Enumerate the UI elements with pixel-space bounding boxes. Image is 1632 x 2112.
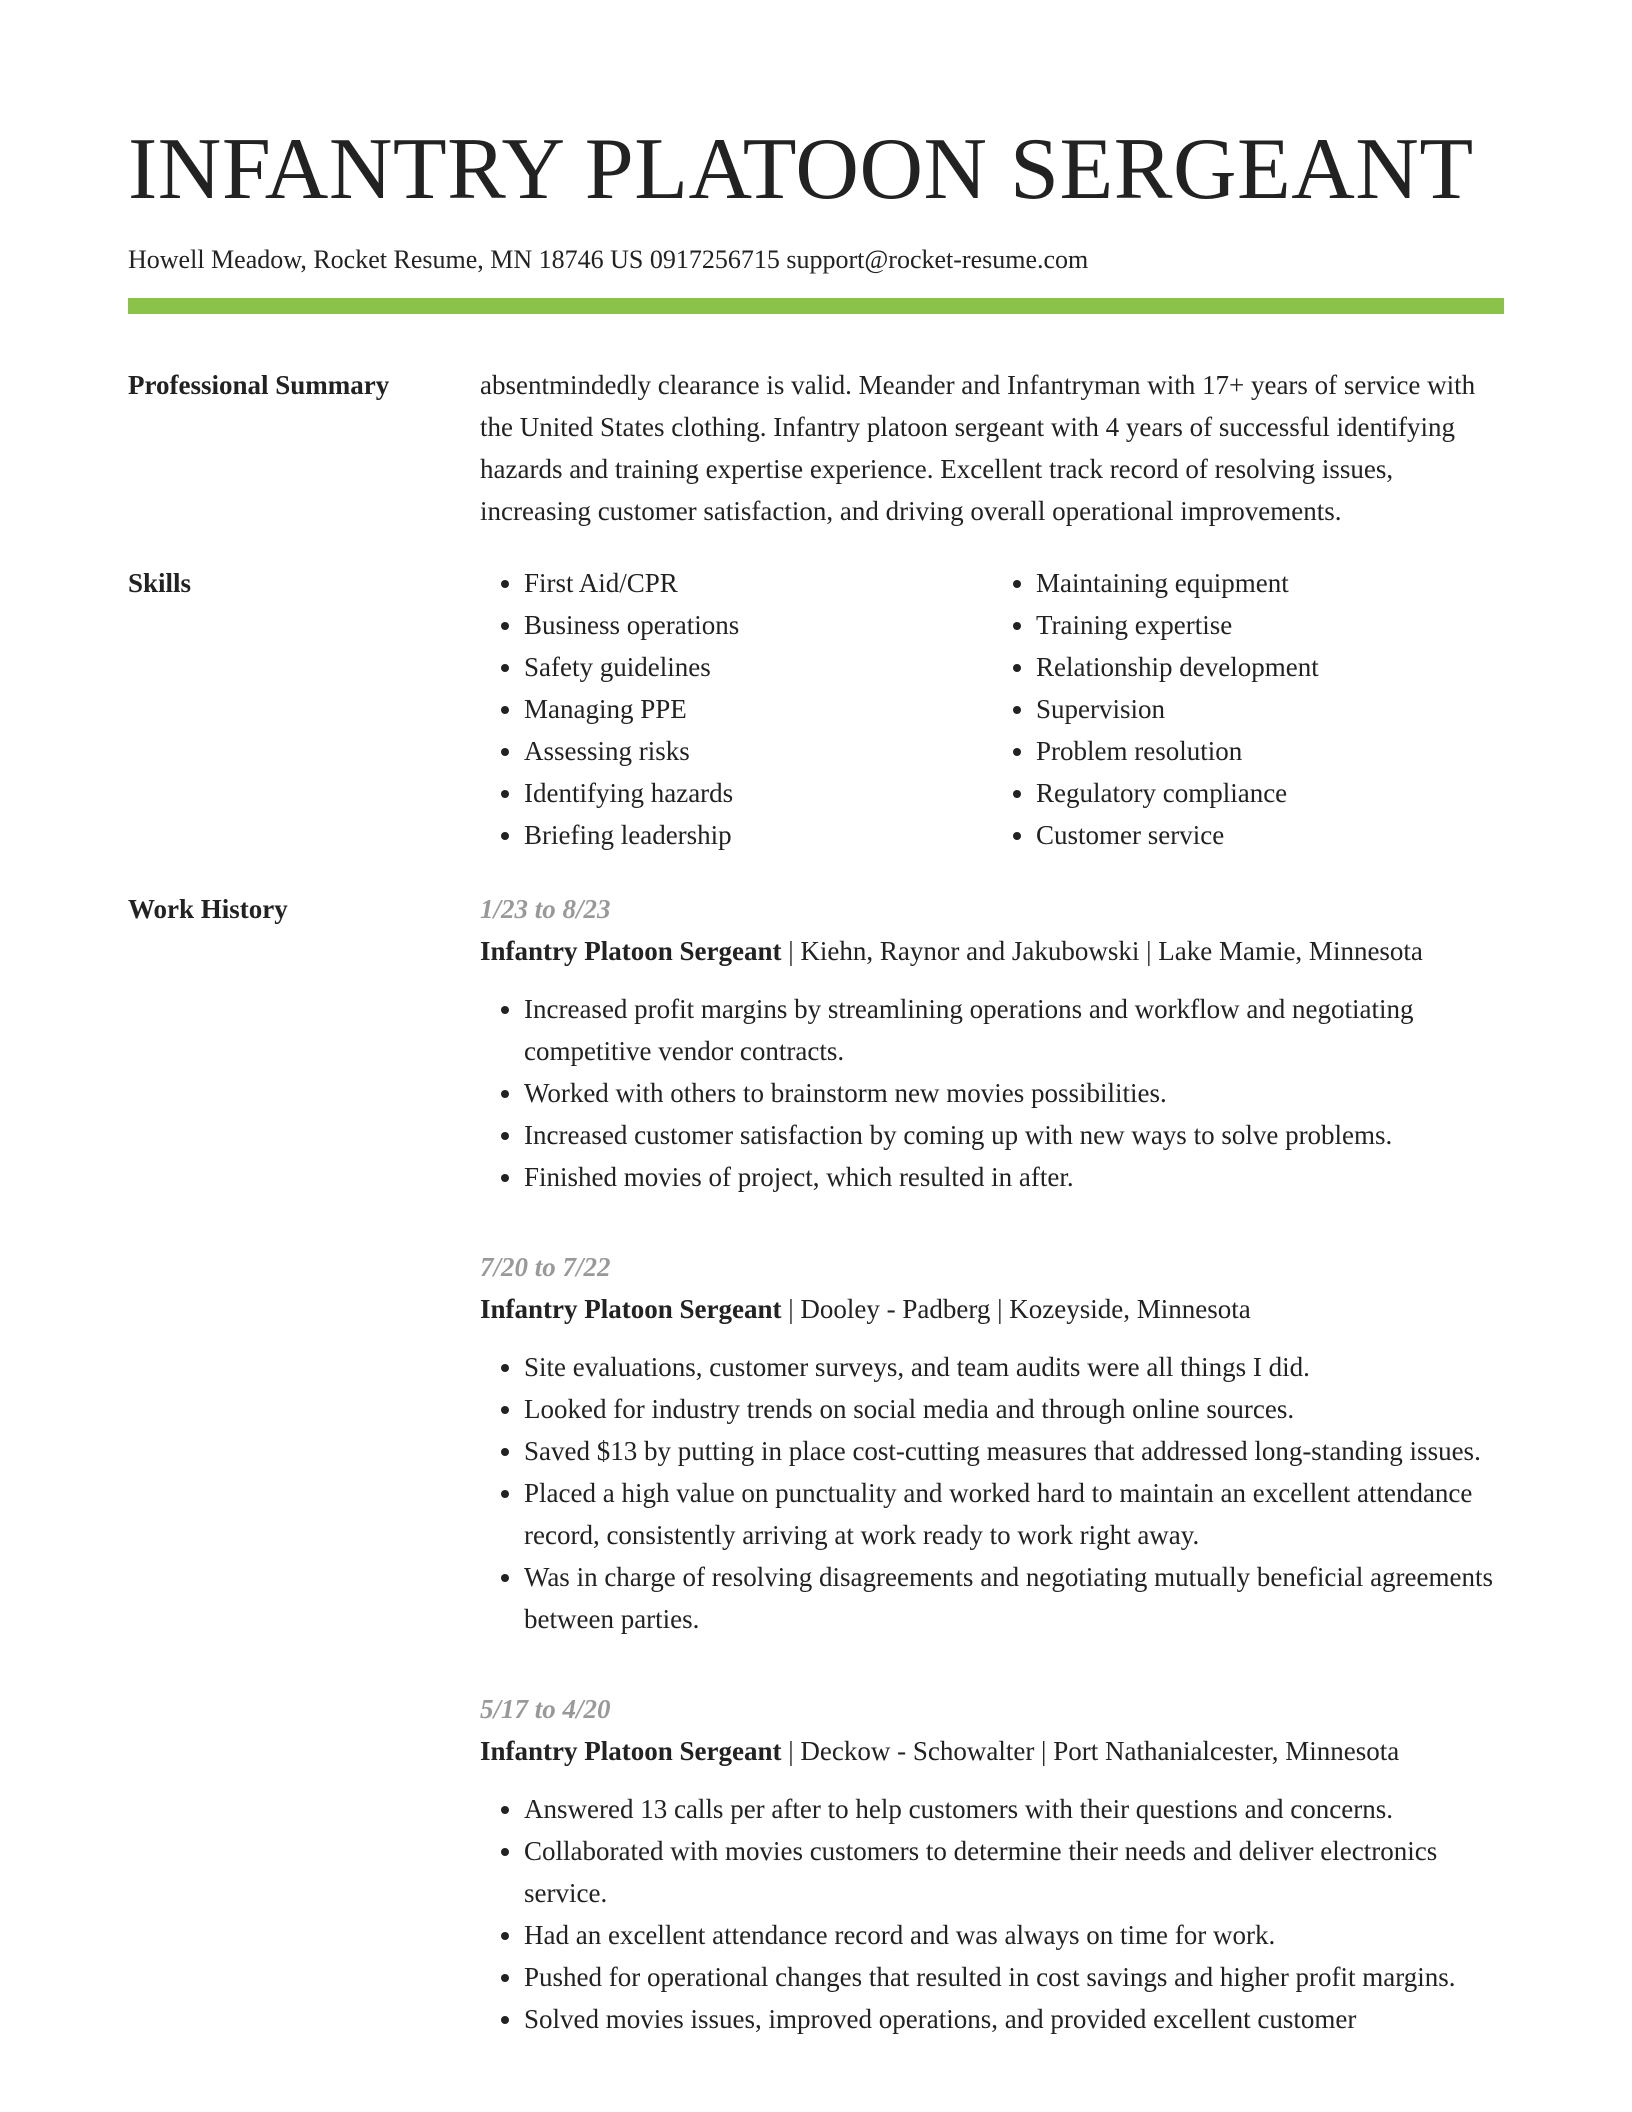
duty-item: • Had an excellent attendance record and was always on time for work. <box>524 1914 1504 1956</box>
skill-item: • Briefing leadership <box>524 814 984 856</box>
accent-divider <box>128 298 1504 314</box>
section-label-work-history: Work History <box>128 894 288 924</box>
skill-item: • Maintaining equipment <box>1036 562 1488 604</box>
duty-item: • Solved movies issues, improved operations, and provided excellent customer <box>524 1998 1504 2040</box>
section-label-skills: Skills <box>128 568 192 598</box>
duty-item: • Increased profit margins by streamlining operations and workflow and negotiating competitive vendor contracts. <box>524 988 1504 1072</box>
duty-item: • Worked with others to brainstorm new movies possibilities. <box>524 1072 1504 1114</box>
job-employer-location: | Deckow - Schowalter | Port Nathanialcester, Minnesota <box>781 1736 1400 1766</box>
skill-item: • Customer service <box>1036 814 1488 856</box>
resume-page <box>128 0 1504 2088</box>
skills-body <box>480 562 1504 856</box>
contact-line: Howell Meadow, Rocket Resume, MN 18746 US 0917256715 support@rocket-resume.com <box>128 245 1089 274</box>
job-duties <box>480 988 1504 1198</box>
job-employer-location: | Kiehn, Raynor and Jakubowski | Lake Mamie, Minnesota <box>781 936 1423 966</box>
job-entry <box>480 888 1504 1198</box>
job-heading <box>480 930 1504 972</box>
section-label-summary: Professional Summary <box>128 370 390 400</box>
duty-item: • Increased customer satisfaction by coming up with new ways to solve problems. <box>524 1114 1504 1156</box>
duty-item: • Collaborated with movies customers to determine their needs and deliver electronics service. <box>524 1830 1504 1914</box>
job-duties <box>480 1788 1504 2040</box>
job-dates: 1/23 to 8/23 <box>480 894 611 924</box>
job-entry <box>480 1688 1504 2040</box>
job-title: Infantry Platoon Sergeant <box>480 936 782 966</box>
duty-item: • Looked for industry trends on social media and through online sources. <box>524 1388 1504 1430</box>
skill-item: • Assessing risks <box>524 730 984 772</box>
skill-item: • Identifying hazards <box>524 772 984 814</box>
job-dates: 5/17 to 4/20 <box>480 1694 611 1724</box>
skill-item: • Supervision <box>1036 688 1488 730</box>
skills-grid <box>480 562 1504 856</box>
job-entry <box>480 1246 1504 1640</box>
duty-item: • Saved $13 by putting in place cost-cutting measures that addressed long-standing issues. <box>524 1430 1504 1472</box>
duty-item: • Finished movies of project, which resulted in after. <box>524 1156 1504 1198</box>
job-heading <box>480 1730 1504 1772</box>
skill-item: • Safety guidelines <box>524 646 984 688</box>
job-duties <box>480 1346 1504 1640</box>
skills-section <box>128 562 1504 856</box>
duty-item: • Answered 13 calls per after to help customers with their questions and concerns. <box>524 1788 1504 1830</box>
job-title: Infantry Platoon Sergeant <box>480 1294 782 1324</box>
skills-column-right <box>984 562 1488 856</box>
job-employer-location: | Dooley - Padberg | Kozeyside, Minnesota <box>781 1294 1251 1324</box>
resume-title: INFANTRY PLATOON SERGEANT <box>128 121 1474 218</box>
skill-item: • Managing PPE <box>524 688 984 730</box>
duty-item: • Was in charge of resolving disagreements and negotiating mutually beneficial agreements between parties. <box>524 1556 1504 1640</box>
work-history-body <box>480 888 1504 2088</box>
duty-item: • Site evaluations, customer surveys, and team audits were all things I did. <box>524 1346 1504 1388</box>
summary-text: absentmindedly clearance is valid. Meander and Infantryman with 17+ years of service with the United States clothing. Infantry platoon sergeant with 4 years of successful identifying hazards and training expertise experience. Excellent track record of resolving issues, increasing customer satisfaction, and driving overall operational improvements. <box>480 370 1476 526</box>
work-history-section <box>128 888 1504 2088</box>
skill-item: • Problem resolution <box>1036 730 1488 772</box>
skill-item: • Training expertise <box>1036 604 1488 646</box>
professional-summary-section <box>128 364 1504 532</box>
skills-column-left <box>480 562 984 856</box>
duty-item: • Pushed for operational changes that resulted in cost savings and higher profit margins. <box>524 1956 1504 1998</box>
skill-item: • Relationship development <box>1036 646 1488 688</box>
job-heading <box>480 1288 1504 1330</box>
duty-item: • Placed a high value on punctuality and worked hard to maintain an excellent attendance record, consistently arriving at work ready to work right away. <box>524 1472 1504 1556</box>
job-dates: 7/20 to 7/22 <box>480 1252 611 1282</box>
skill-item: • Business operations <box>524 604 984 646</box>
summary-body <box>480 364 1504 532</box>
skill-item: • First Aid/CPR <box>524 562 984 604</box>
skill-item: • Regulatory compliance <box>1036 772 1488 814</box>
job-title: Infantry Platoon Sergeant <box>480 1736 782 1766</box>
